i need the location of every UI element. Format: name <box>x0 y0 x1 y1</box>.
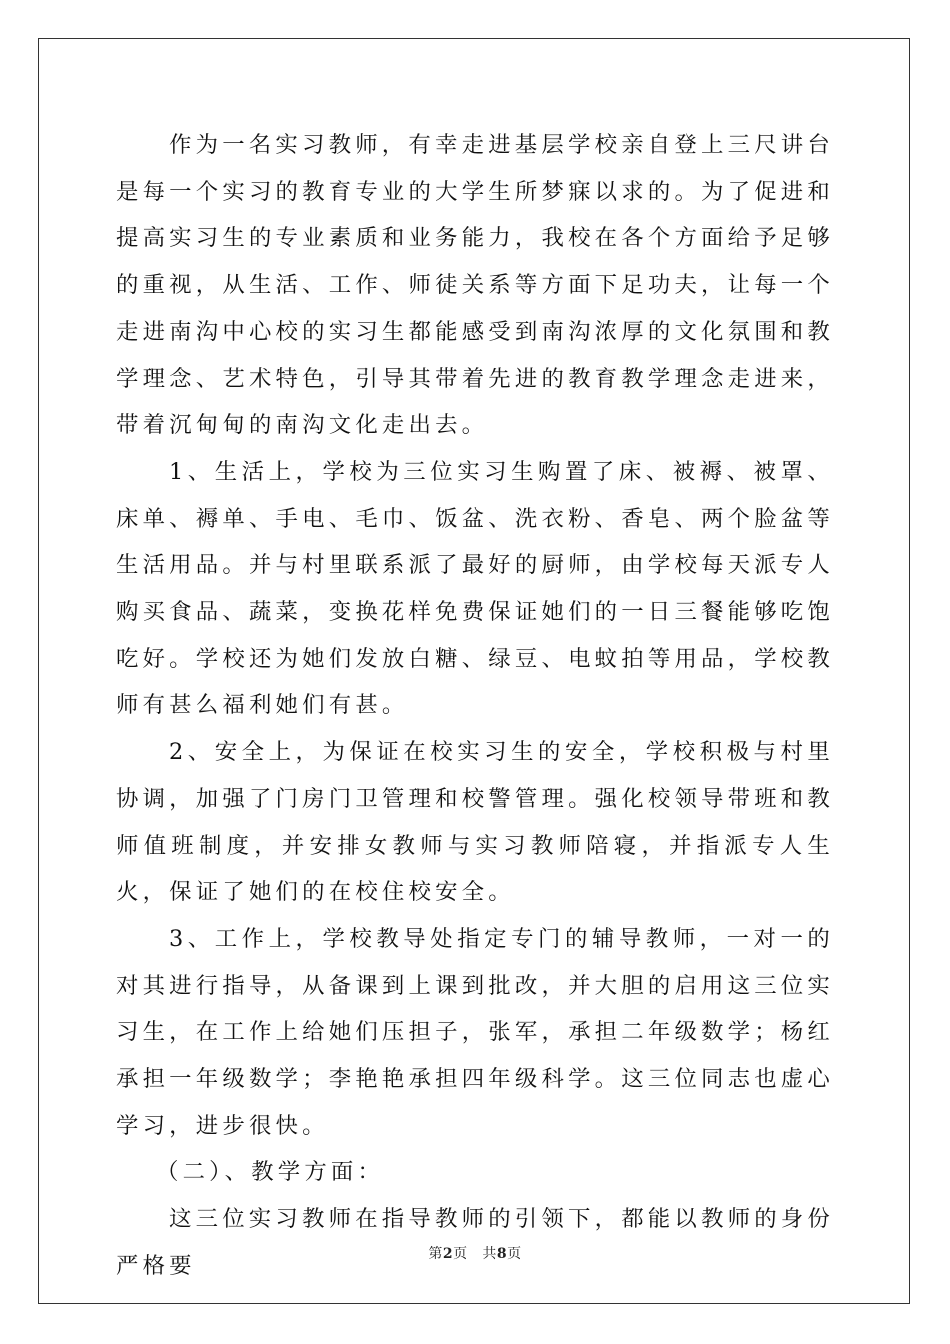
paragraph-safety: 2、安全上，为保证在校实习生的安全，学校积极与村里协调，加强了门房门卫管理和校警管理。强化校领导带班和教师值班制度，并安排女教师与实习教师陪寝，并指派专人生火，保证了她们的在校住校安全。 <box>116 739 834 906</box>
paragraph-life: 1、生活上，学校为三位实习生购置了床、被褥、被罩、床单、褥单、手电、毛巾、饭盆、洗衣粉、香皂、两个脸盆等生活用品。并与村里联系派了最好的厨师，由学校每天派专人购买食品、蔬菜，变换花样免费保证她们的一日三餐能够吃饱吃好。学校还为她们发放白糖、绿豆、电蚊拍等用品，学校教师有甚么福利她们有甚。 <box>116 458 834 719</box>
document-body <box>116 122 834 1290</box>
total-pages: 8 <box>496 1246 508 1262</box>
page-prefix: 第 <box>428 1246 443 1262</box>
paragraph-intro: 作为一名实习教师，有幸走进基层学校亲自登上三尺讲台是每一个实习的教育专业的大学生所梦寐以求的。为了促进和提高实习生的专业素质和业务能力，我校在各个方面给予足够的重视，从生活、工作、师徒关系等方面下足功夫，让每一个走进南沟中心校的实习生都能感受到南沟浓厚的文化氛围和教学理念、艺术特色，引导其带着先进的教育教学理念走进来，带着沉甸甸的南沟文化走出去。 <box>116 132 834 439</box>
total-prefix: 共 <box>482 1246 497 1262</box>
page-suffix: 页 <box>453 1246 468 1262</box>
total-suffix: 页 <box>507 1246 522 1262</box>
paragraph-work: 3、工作上，学校教导处指定专门的辅导教师，一对一的对其进行指导，从备课到上课到批改，并大胆的启用这三位实习生，在工作上给她们压担子，张军，承担二年级数学；杨红承担一年级数学；李艳艳承担四年级科学。这三位同志也虚心学习，进步很快。 <box>116 925 834 1139</box>
paragraph-teaching: 这三位实习教师在指导教师的引领下，都能以教师的身份严格要 <box>116 1206 834 1279</box>
page-footer <box>0 1243 950 1263</box>
page-number: 2 <box>442 1246 454 1262</box>
section-heading-teaching: （二）、教学方面： <box>156 1159 385 1186</box>
